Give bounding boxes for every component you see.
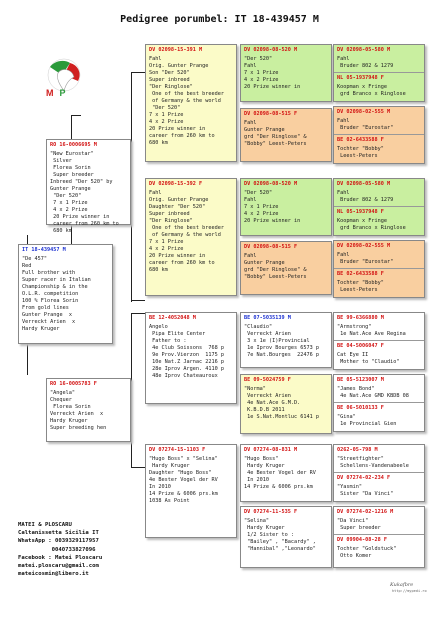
pedigree-card-g4-1: DV 02098-05-580 M Fahl Bruder 802 & 1279 NL 05-1937948 F Koopman x Fringe grd Branco x Ringlose [333,44,425,102]
pedigree-card-mmm: DV 07274-11-535 F "Selina" Hardy Kruger 1/2 Sister to : "Bailey" , "Bacardy" , "Hannibal" ,"Leonardo" [240,506,332,568]
pedigree-card-fmf: DV 02098-08-520 M "Der 520" Fahl 7 x 1 Prize 4 x 2 Prize 20 Prize winner in [240,178,332,236]
pedigree-card-g4-4: DV 02098-02-555 M Fahl Bruder "Eurostar" BE 02-6433588 F Tochter "Bobby" Leest-Peters [333,240,425,298]
pedigree-card-g4-2: DV 02098-02-555 M Fahl Bruder "Eurostar" BE 02-6433588 F Tochter "Bobby" Leest-Peters [333,106,425,164]
logo-letters: MP [46,88,72,98]
pedigree-card-ffm: DV 02098-08-515 F Fahl Gunter Prange grd "Der Ringlose" & "Bobby" Leest-Peters [240,108,332,162]
signature: Kukafbre [390,582,414,588]
pedigree-card-g4-8: DV 07274-02-1216 M "Da Vinci" Super breeder DV 09904-08-28 F Tochter "Goldstuck" Otto Komer [333,506,425,568]
pedigree-card-ff: DV 02098-15-391 M Fahl Orig. Gunter Prange Son "Der 520" Super inbreed "Der Ringlose" One of the best breeder of Germany & the world "Der 520" 7 x 1 Prize 4 x 2 Prize 20 Prize winner in career from 260 km to 680 km [145,44,237,162]
pedigree-card-mff: BE 07-5035139 M "Claudio" Verreckt Arien 3 x 1e (I)Provincial 1e Iprov Bourges 6573 p 7e Nat.Bourges 22476 p [240,312,332,368]
page-title: Pedigree porumbel: IT 18-439457 M [120,14,319,25]
pedigree-card-father: RO 16-0006695 M "New Eurostar" Silver Florea Sorin Super breeder Inbreed "Der 520" by Gunter Prange "Der 520" 7 x 1 Prize 4 x 2 Prize 20 Prize winner in career from 260 km to 680 km [46,139,131,225]
pedigree-card-fm: DV 02098-15-392 F Fahl Orig. Gunter Prange Daughter "Der 520" Super inbreed "Der Ringlose" One of the best breeder of Germany & the world 7 x 1 Prize 4 x 2 Prize 20 Prize winner in career from 260 km to 680 km [145,178,237,296]
pedigree-card-fmm: DV 02098-08-515 F Fahl Gunter Prange grd "Der Ringlose" & "Bobby" Leest-Peters [240,241,332,295]
pedigree-card-mm: DV 07274-15-1103 F "Hugo Boss" x "Selina" Hardy Kruger Daughter "Hugo Boss" 4e Bester Vogel der RV In 2010 14 Prize & 6006 prs.km 1038 As Point [145,444,237,538]
pedigree-card-mfm: BE 09-5024759 F "Norma" Verreckt Arien 4e Nat.Ace G.M.D. K.B.D.B 2011 1e S.Nat.Montluc 6141 p [240,374,332,434]
owner-contact-info: MATEI & PLOSCARU Caltanissetta Sicilia IT WhatsApp : 0039329117957 0040733827096 Facebook : Matei Ploscaru matei.ploscaru@gmail.com mateicosmin@libero.it [18,522,103,578]
pedigree-card-g4-3: DV 02098-05-580 M Fahl Bruder 802 & 1279 NL 05-1937948 F Koopman x Fringe grd Branco x Ringlose [333,178,425,236]
pedigree-card-g4-5: BE 99-6366880 M "Armstrong" 1e Nat.Ace Ave Regina BE 04-5006047 F Cat Eye II Mother to "Claudio" [333,312,425,370]
pedigree-card-g4-7: 0262-05-798 M "Streetfighter" Schellens-Vandenabeele DV 07274-02-234 F "Yasmin" Sister "Da Vinci" [333,444,425,502]
pedigree-card-mmf: DV 07274-08-831 M "Hugo Boss" Hardy Kruger 4e Bester Vogel der RV In 2010 14 Prize & 6006 prs.km [240,444,332,502]
pedigree-card-mf: BE 12-4052048 M Angelo Pipa Elite Center Father to : 4e Club Soissons 768 p 9e Prov.Vierzon 1175 p 10e Nat.Z Jarnac 2216 p 28e Iprov Argen. 4110 p 48e Iprov Chateauroux [145,312,237,404]
pedigree-card-mother: RO 16-0005783 F "Angela" Chequer Florea Sorin Verreckt Arien x Hardy Kruger Super breeding hen [46,378,131,442]
signature-url: http://mypedi.ro [392,589,427,593]
pedigree-card-subject: IT 18-439457 M "De 457" Red Full brother with Super racer in Italian Championship & in the O.L.R. competition 100 % Florea Sorin From gold lines Gunter Prange x Verreckt Arien x Hardy Kruger [18,244,113,344]
pedigree-card-g4-6: BE 05-5123007 M "James Bond" 4e Nat.Ace GMD KBDB 08 BE 06-5010133 F "Gina" 1e Provincial Gien [333,374,425,432]
pedigree-card-fff: DV 02098-08-520 M "Der 520" Fahl 7 x 1 Prize 4 x 2 Prize 20 Prize winner in [240,44,332,102]
